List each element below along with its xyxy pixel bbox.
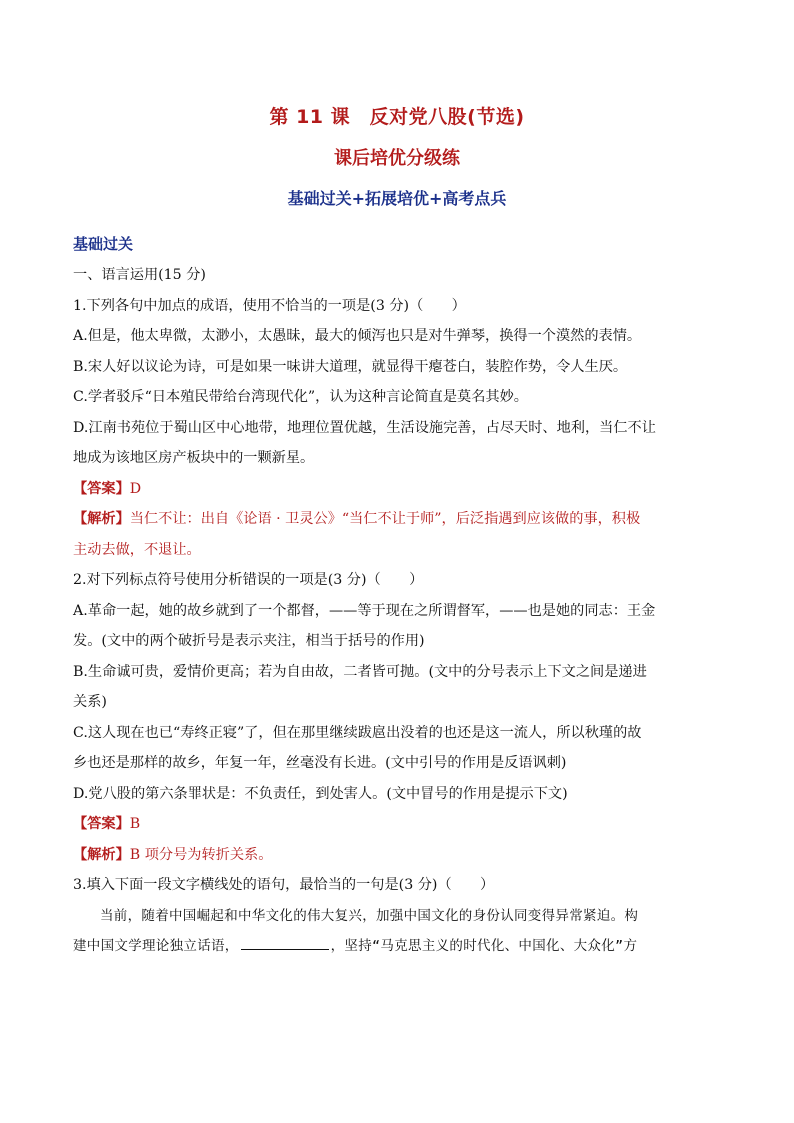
q1-answer <box>73 474 723 505</box>
q2-option-d: D.党八股的第六条罪状是：不负责任，到处害人。(文中冒号的作用是提示下文) <box>73 785 568 802</box>
q3-passage-part-b: ，坚持“马克思主义的时代化、中国化、大众化”方 <box>330 938 638 954</box>
q3-passage-line2 <box>73 931 723 962</box>
q3-passage-part-a: 建中国文学理论独立话语， <box>73 938 239 954</box>
lesson-title: 第 11 课 反对党八股(节选) <box>269 106 525 128</box>
q1-option-b: B.宋人好以议论为诗，可是如果一味讲大道理，就显得干瘪苍白，装腔作势，令人生厌。 <box>73 358 628 375</box>
q1-option-c: C.学者驳斥“日本殖民带给台湾现代化”，认为这种言论简直是莫名其妙。 <box>73 389 528 405</box>
q2-option-c-line1: C.这人现在也已“寿终正寝”了，但在那里继续跋扈出没着的也还是这一流人，所以秋瑾的故 <box>73 724 642 741</box>
q2-analysis-label: 【解析】 <box>73 846 130 863</box>
q1-analysis-line2: 主动去做，不退让。 <box>73 541 201 558</box>
section-heading: 基础过关 <box>73 235 134 253</box>
q1-option-a: A.但是，他太卑微，太渺小，太愚昧，最大的倾泻也只是对牛弹琴，换得一个漠然的表情。 <box>73 328 642 344</box>
lesson-subtitle: 课后培优分级练 <box>334 148 460 169</box>
q1-answer-label: 【答案】 <box>73 480 130 497</box>
q1-analysis-text: 当仁不让：出自《论语 · 卫灵公》“当仁不让于师”，后泛指遇到应该做的事，积极 <box>129 511 641 527</box>
q2-analysis-line1 <box>73 840 723 871</box>
q2-option-b-line1: B.生命诚可贵，爱情价更高；若为自由故，二者皆可抛。(文中的分号表示上下文之间是递进 <box>73 663 647 680</box>
document-body <box>73 228 723 962</box>
q3-stem: 3.填入下面一段文字横线处的语句，最恰当的一句是(3 分)（ ） <box>73 877 495 893</box>
q2-answer-label: 【答案】 <box>73 816 130 832</box>
q2-option-c-line2: 乡也还是那样的故乡，年复一年，丝毫没有长进。(文中引号的作用是反语讽刺) <box>73 755 567 771</box>
q2-stem: 2.对下列标点符号使用分析错误的一项是(3 分)（ ） <box>73 572 424 588</box>
q1-analysis-label: 【解析】 <box>73 511 130 527</box>
q2-option-a-line1: A.革命一起，她的故乡就到了一个都督，——等于现在之所谓督军，——也是她的同志：王金 <box>73 602 656 619</box>
q2-answer <box>73 809 723 840</box>
q3-passage-line1: 当前，随着中国崛起和中华文化的伟大复兴，加强中国文化的身份认同变得异常紧迫。构 <box>100 907 639 924</box>
q2-option-a-line2: 发。(文中的两个破折号是表示夹注，相当于括号的作用) <box>73 633 425 649</box>
q1-option-d-line2: 地成为该地区房产板块中的一颗新星。 <box>73 450 315 466</box>
part-heading: 一、语言运用(15 分) <box>73 267 206 283</box>
title-block <box>0 102 794 212</box>
q1-analysis-line1 <box>73 504 723 535</box>
fill-in-blank <box>241 949 329 950</box>
q1-stem: 1.下列各句中加点的成语，使用不恰当的一项是(3 分)（ ） <box>73 297 466 314</box>
lesson-tagline: 基础过关+拓展培优+高考点兵 <box>287 189 507 208</box>
q1-option-d-line1: D.江南书苑位于蜀山区中心地带，地理位置优越，生活设施完善，占尽天时、地利，当仁不让 <box>73 419 656 436</box>
q2-option-b-line2: 关系) <box>73 694 107 710</box>
q1-answer-value: D <box>129 480 142 497</box>
q2-answer-value: B <box>129 816 141 832</box>
q2-analysis-text: B 项分号为转折关系。 <box>129 846 273 863</box>
